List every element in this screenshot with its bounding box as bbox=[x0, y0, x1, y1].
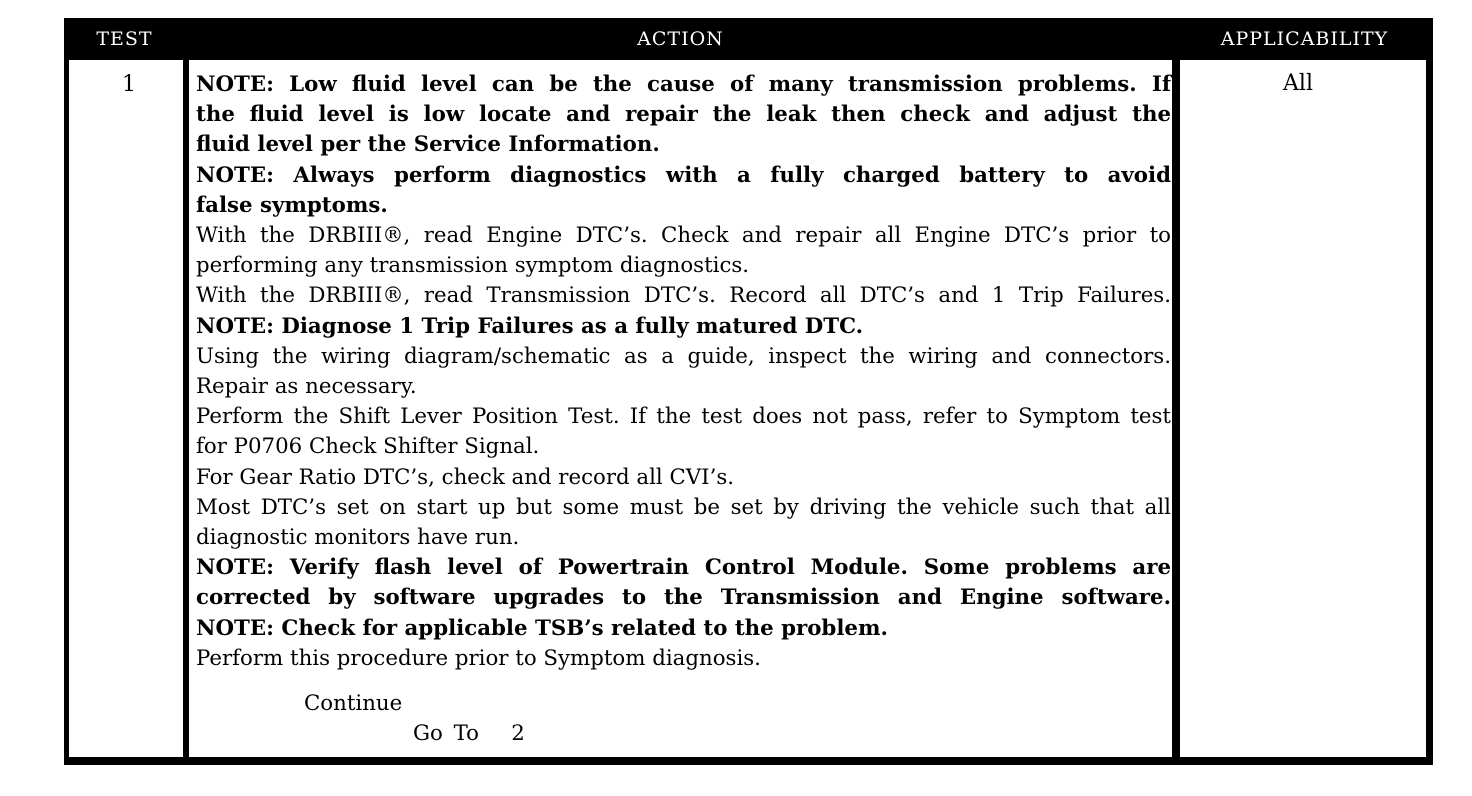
action-line: NOTE: Check for applicable TSB’s related to the problem. bbox=[196, 615, 888, 641]
applicability-value: All bbox=[1283, 71, 1313, 96]
test-cell bbox=[69, 60, 183, 757]
action-line: With the DRBIII®, read Transmission DTC’s. Record all DTC’s and 1 Trip Failures. bbox=[196, 283, 1171, 309]
action-cell bbox=[189, 60, 1172, 757]
action-line: Perform the Shift Lever Position Test. If the test does not pass, refer to Symptom test bbox=[196, 404, 1171, 430]
header-action: ACTION bbox=[637, 28, 724, 50]
action-line: NOTE: Low fluid level can be the cause of many transmission problems. If bbox=[196, 72, 1171, 97]
action-line: NOTE: Always perform diagnostics with a fully charged battery to avoid bbox=[196, 162, 1171, 188]
continue-label: Continue bbox=[304, 691, 403, 716]
action-line: performing any transmission symptom diagnostics. bbox=[196, 253, 750, 279]
action-line: Repair as necessary. bbox=[196, 374, 417, 400]
test-number: 1 bbox=[122, 72, 136, 97]
action-line: fluid level per the Service Information. bbox=[196, 132, 660, 158]
action-line: With the DRBIII®, read Engine DTC’s. Check and repair all Engine DTC’s prior to bbox=[196, 223, 1171, 249]
applicability-cell bbox=[1180, 60, 1426, 757]
table-header bbox=[64, 18, 1433, 58]
action-text bbox=[196, 70, 1171, 674]
action-line: corrected by software upgrades to the Transmission and Engine software. bbox=[196, 585, 1171, 611]
goto-label: Go To 2 bbox=[413, 721, 525, 746]
header-applicability: APPLICABILITY bbox=[1220, 28, 1389, 50]
action-line: the fluid level is low locate and repair the leak then check and adjust the bbox=[196, 102, 1171, 128]
action-line: Most DTC’s set on start up but some must be set by driving the vehicle such that all bbox=[196, 494, 1171, 520]
action-line: NOTE: Verify flash level of Powertrain Control Module. Some problems are bbox=[196, 555, 1171, 581]
action-line: For Gear Ratio DTC’s, check and record all CVI’s. bbox=[196, 464, 735, 490]
header-test: TEST bbox=[96, 28, 153, 50]
action-line: for P0706 Check Shifter Signal. bbox=[196, 434, 540, 460]
action-line: diagnostic monitors have run. bbox=[196, 525, 520, 551]
action-line: NOTE: Diagnose 1 Trip Failures as a fully matured DTC. bbox=[196, 313, 864, 339]
action-line: Perform this procedure prior to Symptom diagnosis. bbox=[196, 645, 761, 671]
action-line: Using the wiring diagram/schematic as a guide, inspect the wiring and connectors. bbox=[196, 343, 1171, 369]
action-line: false symptoms. bbox=[196, 192, 388, 218]
diagnostic-table bbox=[64, 18, 1433, 765]
